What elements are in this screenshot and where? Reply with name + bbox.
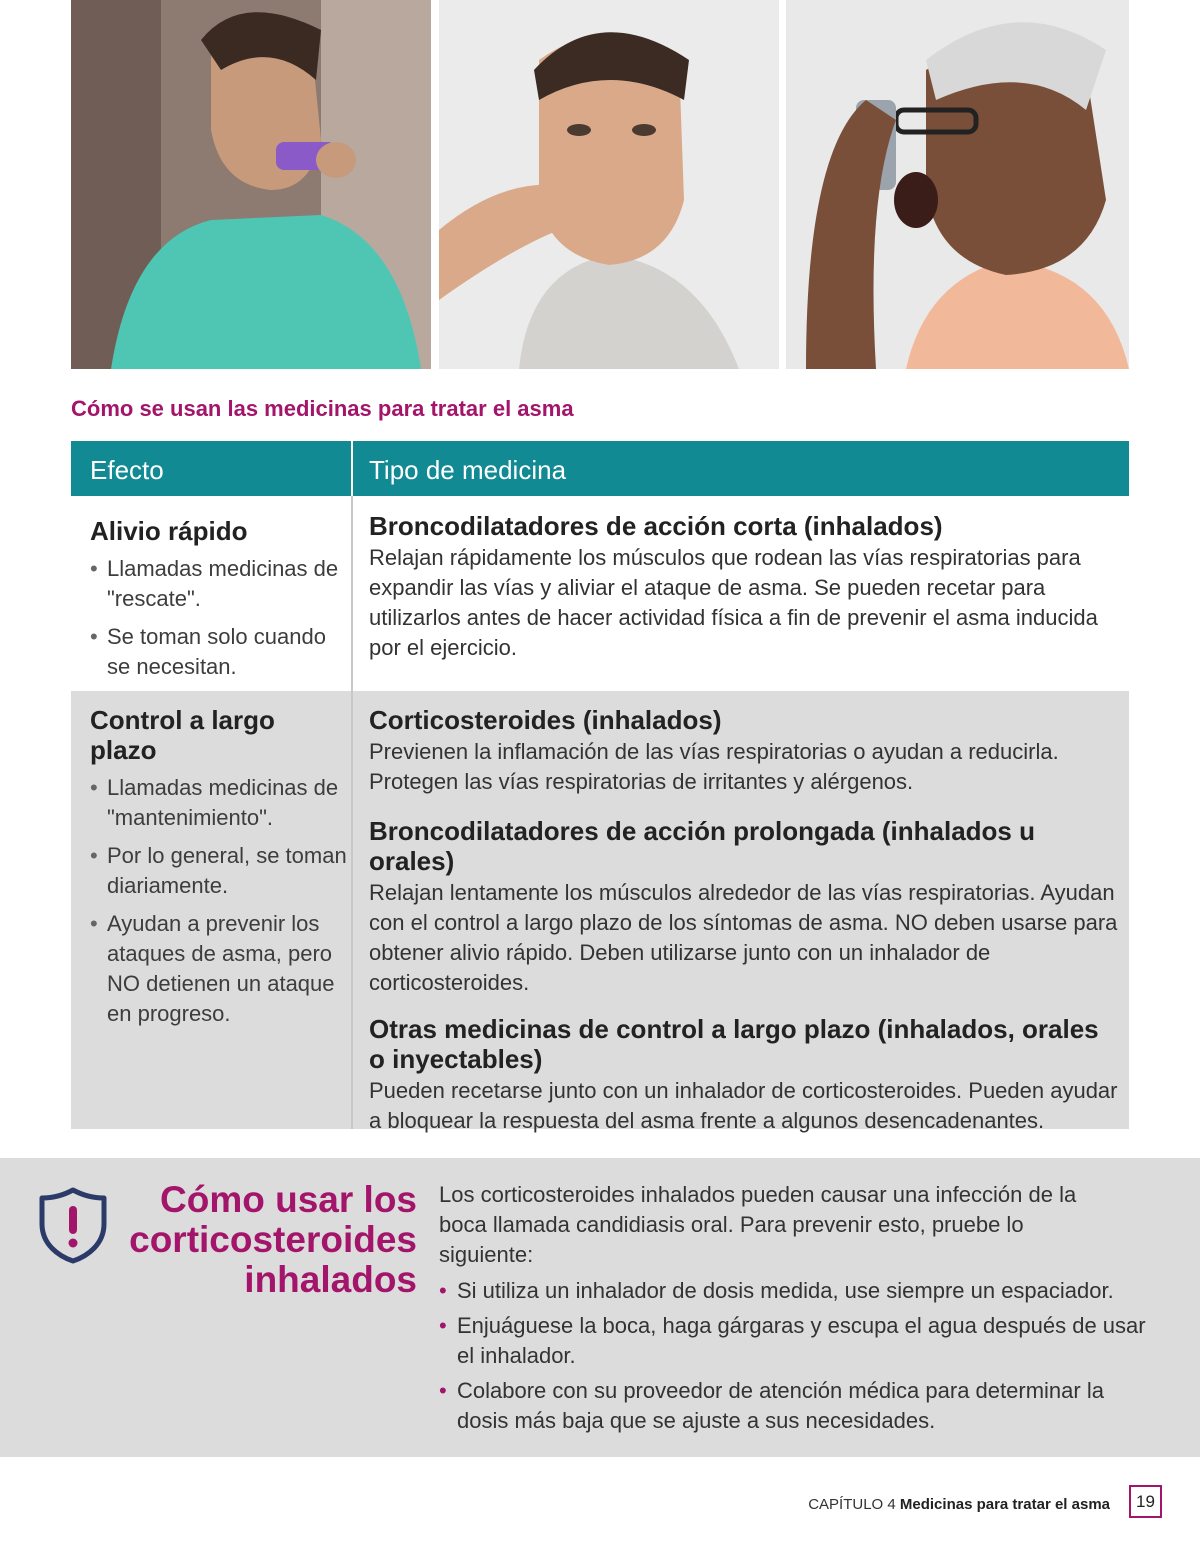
medicine-title: Broncodilatadores de acción prolongada (inhalados u orales): [369, 816, 1035, 876]
effect-bullet: • Llamadas medicinas de "rescate".: [90, 554, 348, 614]
table-header: [71, 441, 1129, 496]
table-row-quick-relief: [71, 496, 1129, 691]
medicine-title: Otras medicinas de control a largo plazo (inhalados, orales o inyectables): [369, 1014, 1099, 1074]
medicine-table: [71, 441, 1129, 1133]
medicine-title: Broncodilatadores de acción corta (inhalados): [369, 511, 943, 541]
effect-title: Alivio rápido: [90, 516, 248, 546]
effect-bullets: [90, 773, 348, 1029]
medicine-title: Corticosteroides (inhalados): [369, 705, 722, 735]
effect-title: Control a largo plazo: [90, 705, 275, 765]
tip-intro: Los corticosteroides inhalados pueden causar una infección de la boca llamada candidiasis oral. Para prevenir esto, pruebe lo siguiente:: [439, 1182, 1077, 1267]
footer-chapter: CAPÍTULO 4: [808, 1496, 896, 1513]
tip-bullets: [439, 1276, 1159, 1441]
header-divider: [351, 441, 353, 496]
footer-chapter-title: Medicinas para tratar el asma: [899, 1496, 1110, 1513]
medicine-description: Relajan lentamente los músculos alrededor de las vías respiratorias. Ayudan con el control a largo plazo de los síntomas de asma. NO deben usarse para obtener alivio rápido. Deben utilizarse junto con un inhalador de corticosteroides.: [369, 880, 1118, 995]
tip-box: [0, 1158, 1200, 1457]
column-divider: [351, 691, 353, 1129]
effect-bullets: [90, 554, 348, 682]
section-title: Cómo se usan las medicinas para tratar el asma: [71, 396, 574, 421]
photo-older-man-inhaler: [786, 0, 1129, 369]
effect-bullet: • Llamadas medicinas de "mantenimiento".: [90, 773, 348, 833]
tip-bullet: • Enjuáguese la boca, haga gárgaras y escupa el agua después de usar el inhalador.: [439, 1311, 1159, 1371]
medicine-description: Previenen la inflamación de las vías respiratorias o ayudan a reducirla. Protegen las vías respiratorias de irritantes y alérgenos.: [369, 739, 1059, 794]
photo-woman-inhaler: [71, 0, 431, 369]
tip-bullet: • Si utiliza un inhalador de dosis medida, use siempre un espaciador.: [439, 1276, 1159, 1306]
column-divider: [351, 496, 353, 691]
page-footer: [808, 1496, 1110, 1513]
effect-bullet: • Ayudan a prevenir los ataques de asma, pero NO detienen un ataque en progreso.: [90, 909, 348, 1029]
tip-bullet: • Colabore con su proveedor de atención médica para determinar la dosis más baja que se ajuste a sus necesidades.: [439, 1376, 1159, 1436]
page-number: 19: [1129, 1485, 1162, 1518]
medicine-description: Relajan rápidamente los músculos que rodean las vías respiratorias para expandir las vías y aliviar el ataque de asma. Se pueden recetar para utilizarlos antes de hacer actividad física a fin de prevenir el asma inducida por el ejercicio.: [369, 545, 1098, 660]
medicine-description: Pueden recetarse junto con un inhalador de corticosteroides. Pueden ayudar a bloquear la respuesta del asma frente a algunos desencadenantes.: [369, 1078, 1118, 1133]
header-effect: Efecto: [90, 455, 164, 485]
header-medicine-type: Tipo de medicina: [369, 455, 567, 485]
effect-bullet: • Por lo general, se toman diariamente.: [90, 841, 348, 901]
photo-man-pill: [439, 0, 779, 369]
photo-strip: [71, 0, 1129, 369]
table-row-long-term-control: [71, 691, 1129, 1133]
tip-title: Cómo usar los corticosteroides inhalados: [129, 1179, 417, 1300]
effect-bullet: • Se toman solo cuando se necesitan.: [90, 622, 348, 682]
